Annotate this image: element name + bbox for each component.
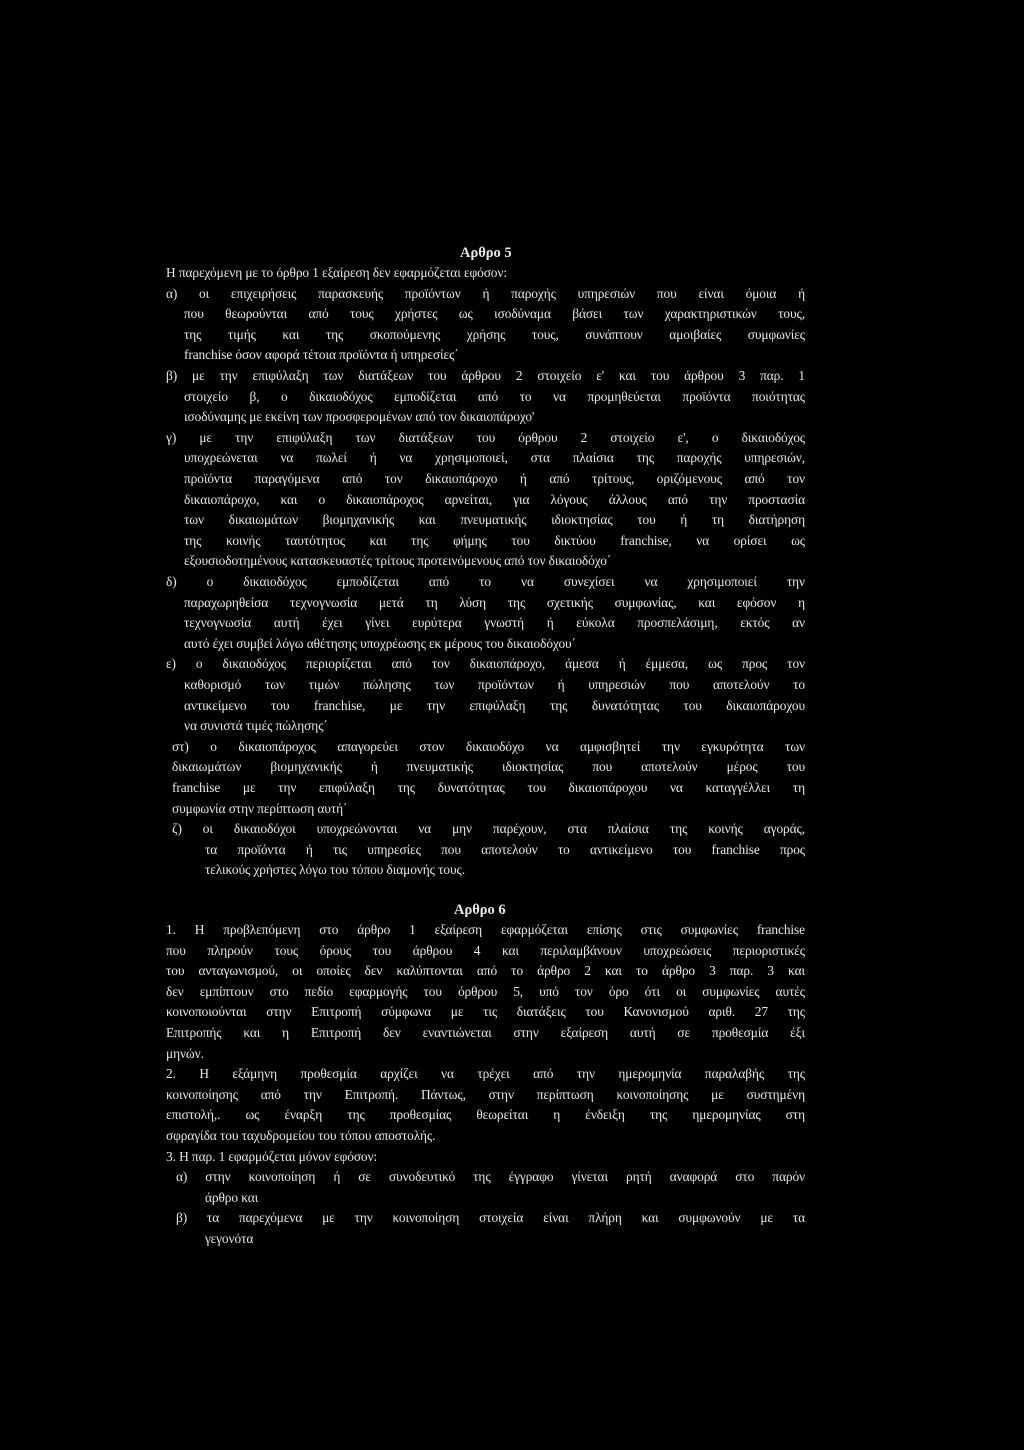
article-5-item-a-line: franchise όσον αφορά τέτοια προϊόντα ή υπηρεσίες΄ (184, 347, 459, 363)
article-6-paragraph-1-line: δεν εμπίπτουν στο πεδίο εφαρμογής του όρθρου 5, υπό τον όρο ότι οι συμφωνίες αυτές (166, 983, 805, 999)
article-5-item-c-line: των δικαιωμάτων βιομηχανικής και πνευματικής ιδιοκτησίας του ή τη διατήρηση (184, 512, 805, 528)
article-6-subitem-b-line: β) τα παρεχόμενα με την κοινοποίηση στοιχεία είναι πλήρη και συμφωνούν με τα (176, 1210, 805, 1226)
article-6-subitem-b-line: γεγονότα (205, 1231, 254, 1246)
article-5-item-d-line: τεχνογνωσία αυτή έχει γίνει ευρύτερα γνωστή ή εύκολα προσπελάσιμη, εκτός αν (184, 615, 805, 631)
article-5-item-st-line: δικαιωμάτων βιομηχανικής ή πνευματικής ιδιοκτησίας που αποτελούν μέρος του (172, 759, 805, 775)
article-5-intro: Η παρεχόμενη με το όρθρο 1 εξαίρεση δεν εφαρμόζεται εφόσον: (166, 265, 507, 280)
article-6-subitem-a-line: άρθρο και (205, 1189, 259, 1205)
article-6-paragraph-1-line: κοινοποιούνται στην Επιτροπή σύμφωνα με τις διατάξεις του Κανονισμού αριθ. 27 της (166, 1004, 805, 1020)
article-5-item-c-line: γ) με την επιφύλαξη των διατάξεων του όρθρου 2 στοιχείο ε', ο δικαιοδόχος (166, 429, 805, 445)
article-5-item-d-line: παραχωρηθείσα τεχνογνωσία μετά τη λύση της σχετικής συμφωνίας, και εφόσον η (184, 594, 805, 610)
article-5-item-e-line: καθορισμό των τιμών πώλησης των προϊόντων ή υπηρεσιών που αποτελούν το (184, 677, 805, 692)
article-6-paragraph-3-line: 3. Η παρ. 1 εφαρμόζεται μόνον εφόσον: (166, 1148, 378, 1164)
article-5-item-z-line: ζ) οι δικαιοδόχοι υποχρεώνονται να μην παρέχουν, στα πλαίσια της κοινής αγοράς, (172, 821, 805, 837)
article-5-item-a-line: της τιμής και της σκοπούμενης χρήσης τους, συνάπτουν αμοιβαίες συμφωνίες (184, 326, 805, 342)
article-5-item-e-line: αντικείμενο του franchise, με την επιφύλαξη της δυνατότητας του δικαιοπάροχου (184, 697, 805, 713)
article-6-paragraph-1-line: 1. Η προβλεπόμενη στο άρθρο 1 εξαίρεση εφαρμόζεται επίσης στις συμφωνίες franchise (166, 922, 805, 937)
article-6-paragraph-2-line: κοινοποίησης από την Επιτροπή. Πάντως, στην περίπτωση κοινοποίησης με συστημένη (166, 1086, 805, 1102)
article-5-item-d-line: δ) ο δικαιοδόχος εμποδίζεται από το να συνεχίσει να χρησιμοποιεί την (166, 574, 805, 589)
article-6-paragraph-1-line: Επιτροπής και η Επιτροπή δεν εναντιώνεται στην εξαίρεση αυτή σε προθεσμία έξι (166, 1025, 805, 1040)
article-5-item-c-line: υποχρεώνεται να πωλεί ή να χρησιμοποιεί, στα πλαίσια της παροχής υπηρεσιών, (184, 450, 805, 466)
article-5-item-c-line: της κοινής ταυτότητος και της φήμης του δικτύου franchise, να ορίσει ως (184, 532, 805, 548)
article-5-item-b-line: στοιχείο β, ο δικαιοδόχος εμποδίζεται από το να προμηθεύεται προϊόντα ποιότητας (184, 388, 805, 404)
article-5-item-c-line: εξουσιοδοτημένους κατασκευαστές τρίτους προτεινόμενους από τον δικαιοδόχο΄ (184, 553, 612, 569)
article-5-item-c-line: προϊόντα παραγόμενα από τον δικαιοπάροχο ή από τρίτους, οριζόμενους από τον (184, 471, 805, 486)
article-5-item-e-line: να συνιστά τιμές πώλησης΄ (184, 718, 328, 734)
article-5-item-z-line: τελικούς χρήστες λόγω του τόπου διαμονής τους. (205, 862, 465, 878)
article-6-paragraph-1-line: μηνών. (166, 1045, 204, 1061)
article-5-item-a-line: α) οι επιχειρήσεις παρασκευής προϊόντων ή παροχής υπηρεσιών που είναι όμοια ή (166, 285, 805, 301)
article-5-item-st-line: franchise με την επιφύλαξη της δυνατότητας του δικαιοπάροχου να καταγγέλλει τη (172, 780, 805, 795)
article-6-heading: Αρθρο 6 (454, 902, 506, 918)
article-5-item-st-line: συμφωνία στην περίπτωση αυτή΄ (172, 800, 348, 816)
article-5-item-z-line: τα προϊόντα ή τις υπηρεσίες που αποτελούν το αντικείμενο του franchise προς (205, 841, 805, 857)
article-6-paragraph-1-line: του ανταγωνισμού, οι οποίες δεν καλύπτονται από το άρθρο 2 και το άρθρο 3 παρ. 3 και (166, 963, 805, 979)
article-5-heading: Αρθρο 5 (460, 245, 512, 261)
article-5-item-b-line: β) με την επιφύλαξη των διατάξεων του άρθρου 2 στοιχείο ε' και του άρθρου 3 παρ. 1 (166, 368, 805, 383)
article-5-item-c-line: δικαιοπάροχο, και ο δικαιοπάροχος αρνείται, για λόγους άλλους από την προστασία (184, 491, 805, 507)
article-5-item-e-line: ε) ο δικαιοδόχος περιορίζεται από τον δικαιοπάροχο, άμεσα ή έμμεσα, ως προς τον (166, 656, 805, 672)
article-6-subitem-a-line: α) στην κοινοποίηση ή σε συνοδευτικό της έγγραφο γίνεται ρητή αναφορά στο παρόν (176, 1169, 805, 1185)
article-6-paragraph-2-line: σφραγίδα του ταχυδρομείου του τόπου αποστολής. (166, 1128, 436, 1143)
article-5-item-a-line: που θεωρούνται από τους χρήστες ως ισοδύναμα βάσει των χαρακτηριστικών τους, (184, 306, 805, 322)
article-6-paragraph-1-line: που πληρούν τους όρους του άρθρου 4 και περιλαμβάνουν υποχρεώσεις περιοριστικές (166, 942, 805, 958)
article-5-item-st-line: στ) ο δικαιοπάροχος απαγορεύει στον δικαιοδόχο να αμφισβητεί την εγκυρότητα των (172, 738, 805, 754)
article-5-item-d-line: αυτό έχει συμβεί λόγω αθέτησης υποχρέωσης εκ μέρους του δικαιοδόχου΄ (184, 635, 576, 651)
article-6-paragraph-2-line: 2. Η εξάμηνη προθεσμία αρχίζει να τρέχει από την ημερομηνία παραλαβής της (166, 1066, 805, 1082)
article-6-paragraph-2-line: επιστολή,. ως έναρξη της προθεσμίας θεωρείται η ένδειξη της ημερομηνίας στη (166, 1107, 805, 1123)
article-5-item-b-line: ισοδύναμης με εκείνη των προσφερομένων από τον δικαιοπάροχο' (184, 409, 535, 425)
